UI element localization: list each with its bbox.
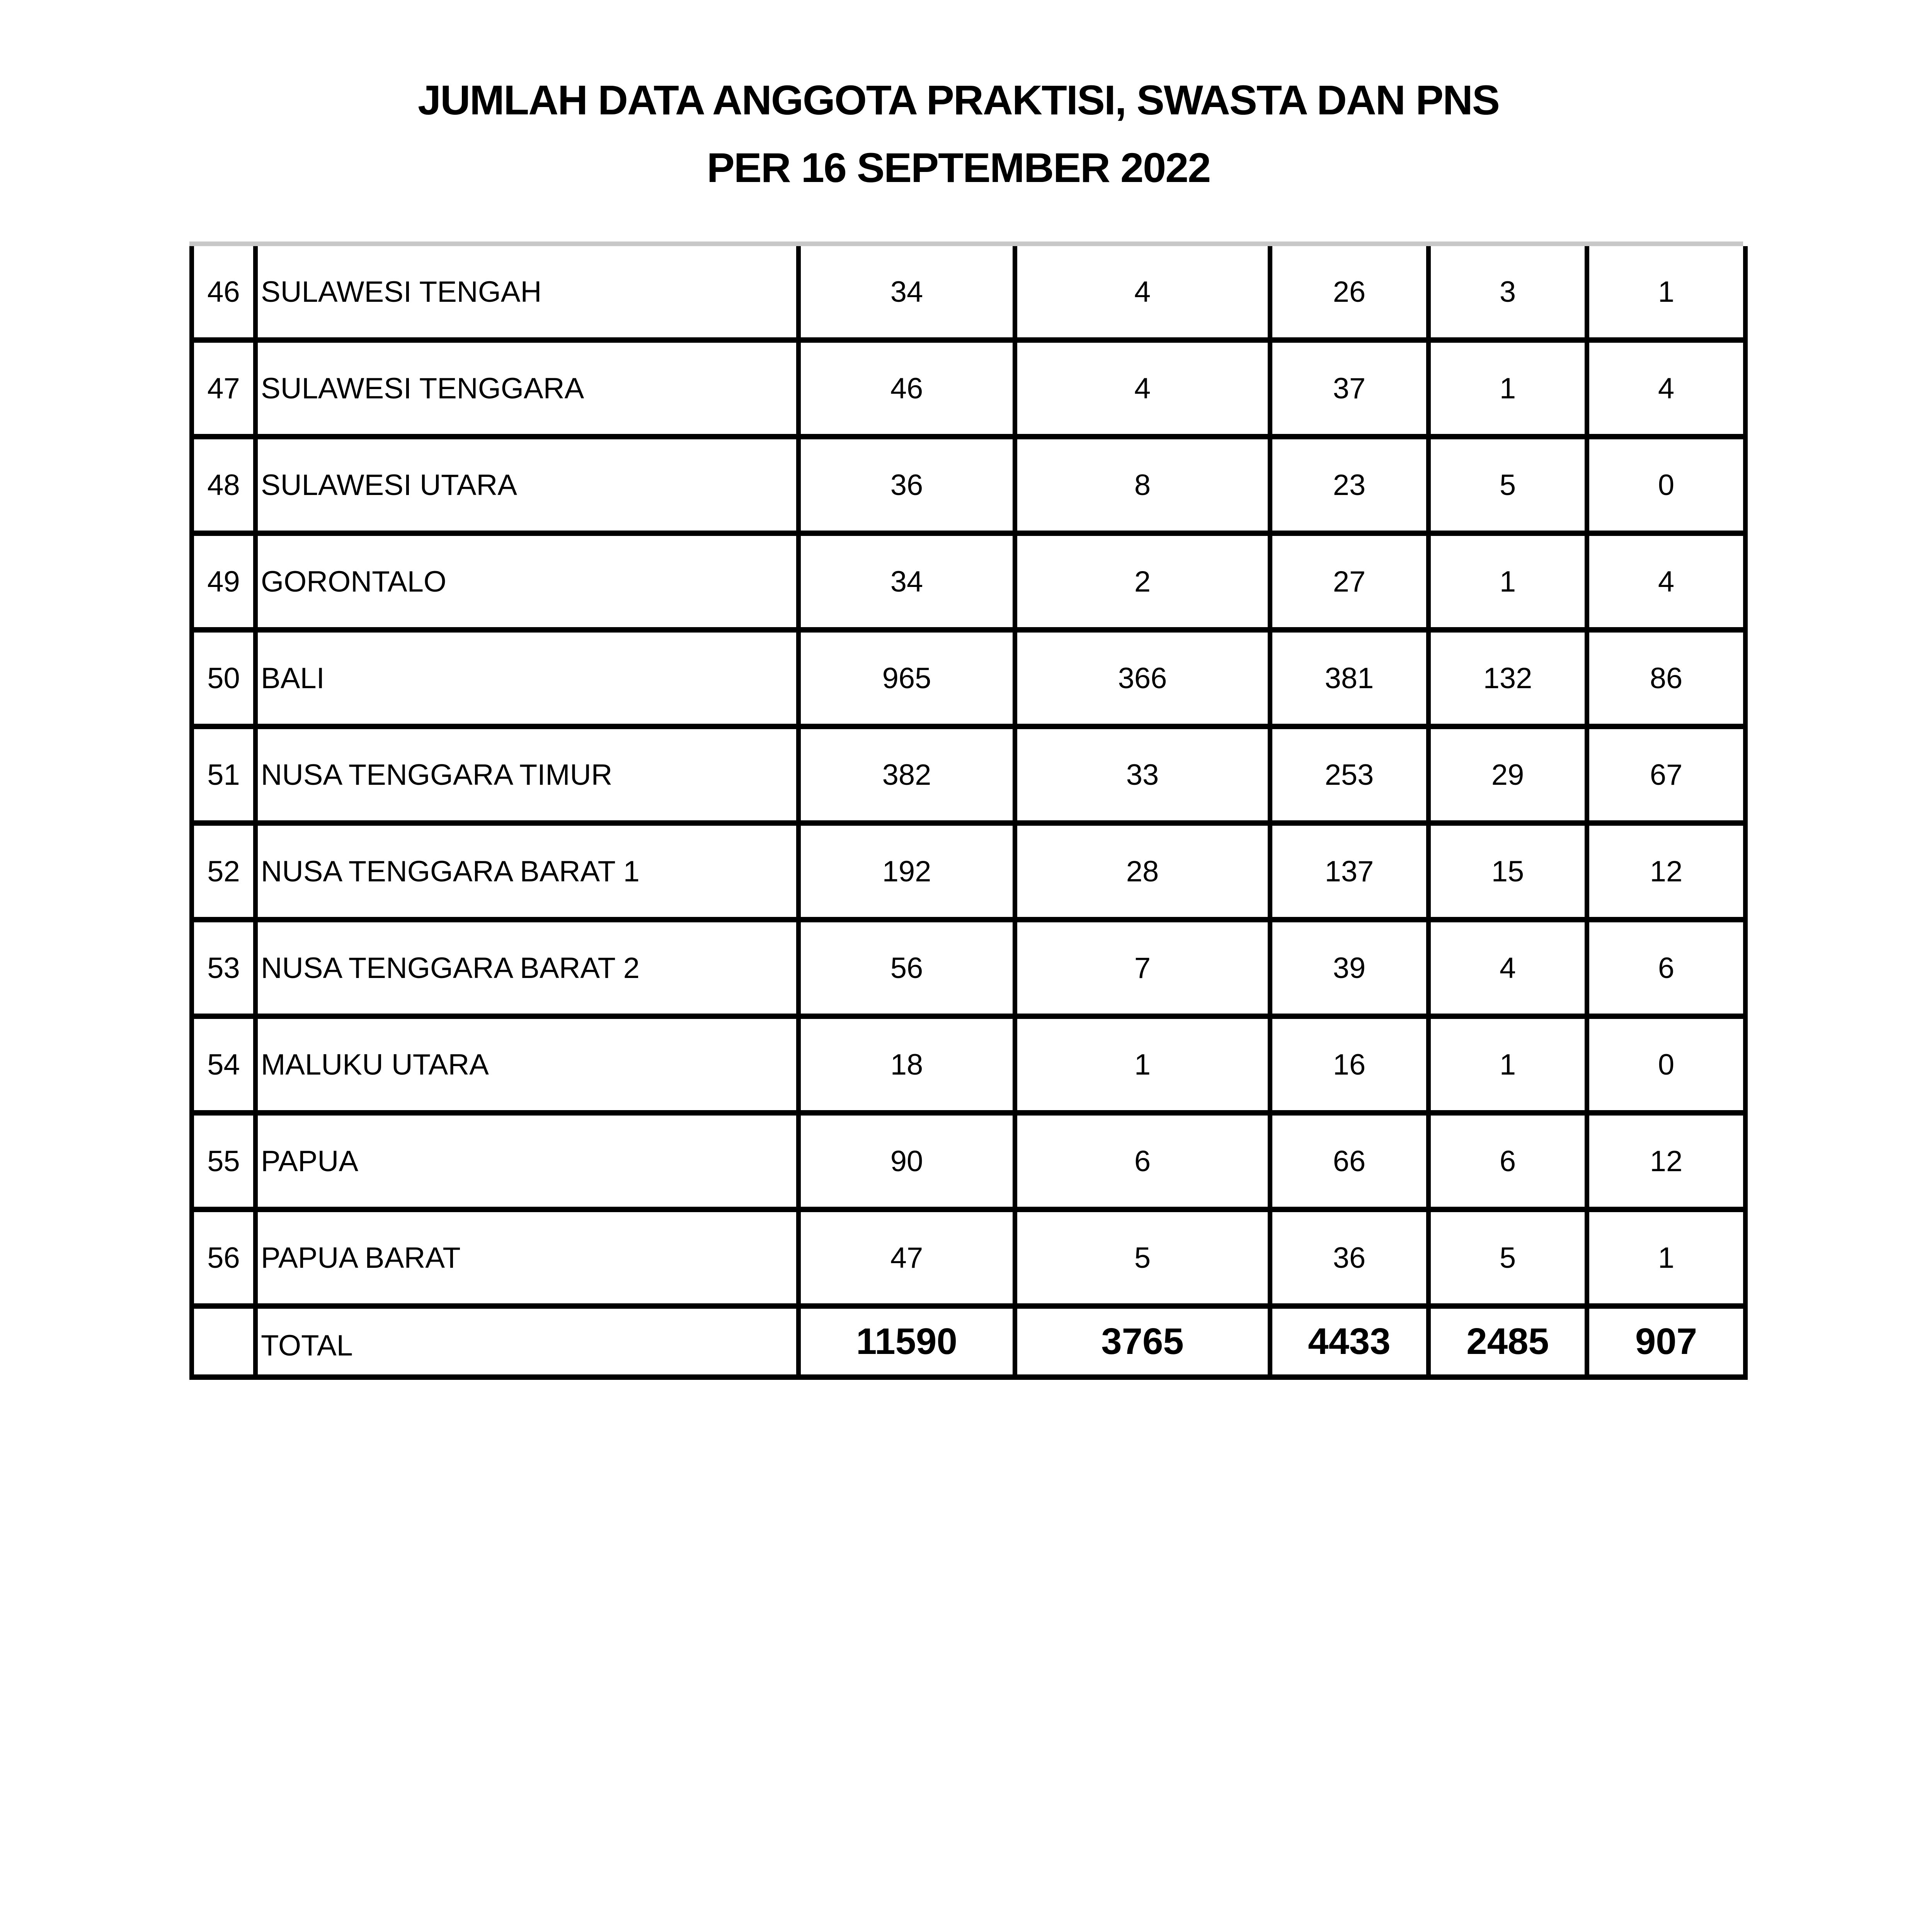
region-name: NUSA TENGGARA BARAT 1 bbox=[255, 823, 798, 920]
count-col-5: 0 bbox=[1587, 1016, 1745, 1113]
table-row bbox=[192, 1209, 1745, 1306]
total-label: TOTAL bbox=[255, 1306, 798, 1377]
count-col-2: 28 bbox=[1015, 823, 1270, 920]
row-number: 49 bbox=[192, 533, 255, 630]
count-col-1: 192 bbox=[798, 823, 1015, 920]
count-col-4: 4 bbox=[1428, 920, 1587, 1016]
count-col-4: 15 bbox=[1428, 823, 1587, 920]
count-col-2: 8 bbox=[1015, 437, 1270, 533]
region-name: PAPUA BARAT bbox=[255, 1209, 798, 1306]
count-col-2: 1 bbox=[1015, 1016, 1270, 1113]
count-col-4: 3 bbox=[1428, 246, 1587, 340]
count-col-2: 366 bbox=[1015, 630, 1270, 726]
row-number: 56 bbox=[192, 1209, 255, 1306]
count-col-3: 39 bbox=[1270, 920, 1428, 1016]
row-number: 52 bbox=[192, 823, 255, 920]
count-col-5: 6 bbox=[1587, 920, 1745, 1016]
count-col-1: 56 bbox=[798, 920, 1015, 1016]
count-col-3: 36 bbox=[1270, 1209, 1428, 1306]
count-col-5: 4 bbox=[1587, 533, 1745, 630]
count-col-3: 23 bbox=[1270, 437, 1428, 533]
region-name: SULAWESI TENGAH bbox=[255, 246, 798, 340]
row-number: 46 bbox=[192, 246, 255, 340]
row-number bbox=[192, 1306, 255, 1377]
count-col-5: 1 bbox=[1587, 246, 1745, 340]
count-col-1: 18 bbox=[798, 1016, 1015, 1113]
total-col-4: 2485 bbox=[1428, 1306, 1587, 1377]
count-col-3: 26 bbox=[1270, 246, 1428, 340]
count-col-5: 0 bbox=[1587, 437, 1745, 533]
count-col-2: 5 bbox=[1015, 1209, 1270, 1306]
count-col-5: 12 bbox=[1587, 823, 1745, 920]
table-row bbox=[192, 533, 1745, 630]
count-col-4: 1 bbox=[1428, 1016, 1587, 1113]
count-col-4: 132 bbox=[1428, 630, 1587, 726]
total-col-1: 11590 bbox=[798, 1306, 1015, 1377]
count-col-1: 46 bbox=[798, 340, 1015, 437]
row-number: 50 bbox=[192, 630, 255, 726]
region-name: SULAWESI UTARA bbox=[255, 437, 798, 533]
region-name: MALUKU UTARA bbox=[255, 1016, 798, 1113]
count-col-3: 253 bbox=[1270, 726, 1428, 823]
count-col-1: 90 bbox=[798, 1113, 1015, 1209]
count-col-1: 36 bbox=[798, 437, 1015, 533]
count-col-3: 27 bbox=[1270, 533, 1428, 630]
region-name: BALI bbox=[255, 630, 798, 726]
row-number: 54 bbox=[192, 1016, 255, 1113]
count-col-5: 4 bbox=[1587, 340, 1745, 437]
count-col-5: 1 bbox=[1587, 1209, 1745, 1306]
total-row bbox=[192, 1306, 1745, 1377]
count-col-1: 965 bbox=[798, 630, 1015, 726]
table-row bbox=[192, 726, 1745, 823]
count-col-4: 6 bbox=[1428, 1113, 1587, 1209]
count-col-3: 37 bbox=[1270, 340, 1428, 437]
count-col-2: 6 bbox=[1015, 1113, 1270, 1209]
table-row bbox=[192, 630, 1745, 726]
count-col-2: 7 bbox=[1015, 920, 1270, 1016]
row-number: 53 bbox=[192, 920, 255, 1016]
total-col-3: 4433 bbox=[1270, 1306, 1428, 1377]
region-name: GORONTALO bbox=[255, 533, 798, 630]
region-name: SULAWESI TENGGARA bbox=[255, 340, 798, 437]
count-col-4: 1 bbox=[1428, 340, 1587, 437]
count-col-4: 5 bbox=[1428, 1209, 1587, 1306]
region-name: PAPUA bbox=[255, 1113, 798, 1209]
region-name: NUSA TENGGARA TIMUR bbox=[255, 726, 798, 823]
count-col-5: 67 bbox=[1587, 726, 1745, 823]
count-col-4: 5 bbox=[1428, 437, 1587, 533]
count-col-3: 16 bbox=[1270, 1016, 1428, 1113]
count-col-4: 1 bbox=[1428, 533, 1587, 630]
count-col-3: 137 bbox=[1270, 823, 1428, 920]
page-title: JUMLAH DATA ANGGOTA PRAKTISI, SWASTA DAN PNS bbox=[418, 77, 1499, 123]
row-number: 55 bbox=[192, 1113, 255, 1209]
row-number: 48 bbox=[192, 437, 255, 533]
page-subtitle-date: PER 16 SEPTEMBER 2022 bbox=[707, 144, 1210, 191]
count-col-3: 66 bbox=[1270, 1113, 1428, 1209]
table-row bbox=[192, 823, 1745, 920]
count-col-2: 4 bbox=[1015, 246, 1270, 340]
count-col-2: 33 bbox=[1015, 726, 1270, 823]
row-number: 47 bbox=[192, 340, 255, 437]
count-col-5: 86 bbox=[1587, 630, 1745, 726]
count-col-5: 12 bbox=[1587, 1113, 1745, 1209]
count-col-3: 381 bbox=[1270, 630, 1428, 726]
table-row bbox=[192, 1113, 1745, 1209]
count-col-4: 29 bbox=[1428, 726, 1587, 823]
table-row bbox=[192, 1016, 1745, 1113]
count-col-1: 47 bbox=[798, 1209, 1015, 1306]
table-row bbox=[192, 437, 1745, 533]
table-row bbox=[192, 340, 1745, 437]
table-top-border bbox=[189, 242, 1743, 246]
total-col-5: 907 bbox=[1587, 1306, 1745, 1377]
count-col-1: 34 bbox=[798, 246, 1015, 340]
count-col-2: 2 bbox=[1015, 533, 1270, 630]
table-row bbox=[192, 920, 1745, 1016]
row-number: 51 bbox=[192, 726, 255, 823]
total-col-2: 3765 bbox=[1015, 1306, 1270, 1377]
region-name: NUSA TENGGARA BARAT 2 bbox=[255, 920, 798, 1016]
table-row bbox=[192, 246, 1745, 340]
count-col-1: 34 bbox=[798, 533, 1015, 630]
count-col-2: 4 bbox=[1015, 340, 1270, 437]
count-col-1: 382 bbox=[798, 726, 1015, 823]
